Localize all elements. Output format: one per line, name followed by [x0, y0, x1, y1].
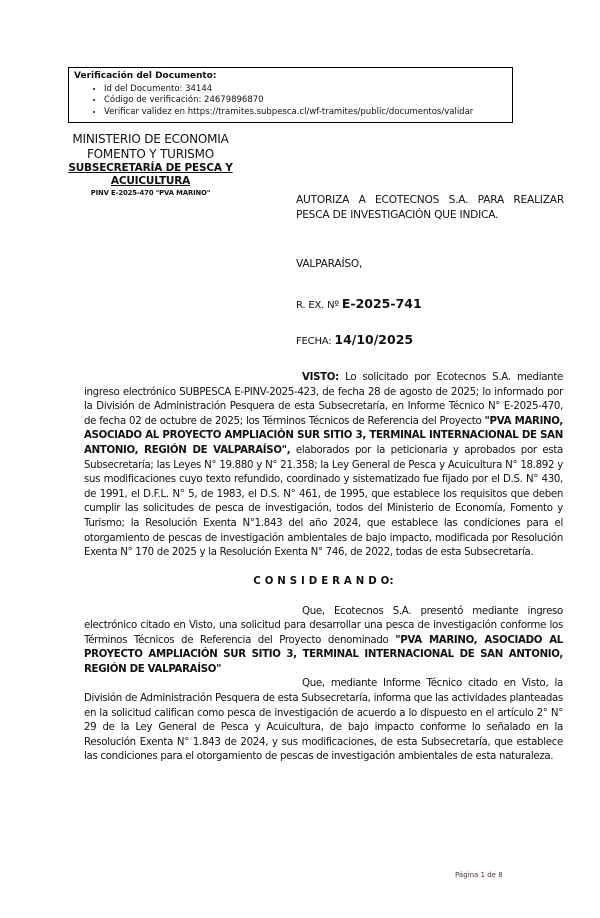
project-reference: PINV E-2025-470 "PVA MARINO" — [90, 189, 211, 197]
date-line — [296, 332, 413, 347]
visto-text-2: elaborados por la peticionaria y aprobados por esta Subsecretaría; las Leyes N° 19.880 y N° 21.358; la Ley General de Pesca y Acuicultura N° 18.892 y sus modificaciones cuyo texto refundido, coordinado y sistematizado fue fijado por el D.S. N° 430, de 1991, el D.F.L. N° 5, de 1983, el D.S. N° 461, de 1995, que establece los requisitos que deben cumplir las solicitudes de pesca de investigación, todos del Ministerio de Economía, Fomento y Turismo; la Resolución Exenta N°1.843 del año 2024, que establece las condiciones para el otorgamiento de pescas de investigación ambientales de bajo impacto, modificada por Resolución Exenta N° 170 de 2025 y la Resolución Exenta N° 746, de 2022, todas de esta Subsecretaría. — [84, 444, 563, 559]
considerando-1-project-name: "PVA MARINO, ASOCIADO AL PROYECTO AMPLIACIÓN SUR SITIO 3, TERMINAL INTERNACIONAL DE SAN ANTONIO, REGIÓN DE VALPARAÍSO" — [84, 634, 563, 675]
resolution-number-line — [296, 296, 422, 311]
visto-label: VISTO: — [302, 372, 339, 383]
page-number: Página 1 de 8 — [455, 871, 503, 879]
visto-paragraph — [84, 371, 563, 561]
verification-list — [74, 84, 507, 119]
document-body — [84, 371, 563, 765]
considerando-2-text: Que, mediante Informe Técnico citado en Visto, la División de Administración Pesquera de esta Subsecretaría, informa que las actividades planteadas en la solicitud califican como pesca de investigación de acuerdo a lo dispuesto en el artículo 2° N° 29 de la Ley General de Pesca y Acuicultura, de bajo impacto conforme lo señalado en la Resolución Exenta N° 1.843 de 2024, y sus modificaciones, de esta Subsecretaría, que establece las condiciones para el otorgamiento de pescas de investigación ambientales de esta naturaleza. — [84, 678, 563, 763]
verification-item-document-id: • Id del Documento: 34144 — [104, 84, 507, 96]
considerando-paragraph-2 — [84, 677, 563, 765]
subsecretaria-name: SUBSECRETARÍA DE PESCA Y — [68, 162, 233, 174]
letterhead — [28, 132, 273, 199]
verification-item-code: • Código de verificación: 24679896870 — [104, 95, 507, 107]
considerando-heading: C O N S I D E R A N D O: — [253, 576, 394, 588]
city-line: VALPARAÍSO, — [296, 258, 363, 270]
resolution-label: R. EX. Nº — [296, 300, 342, 311]
resolution-subject: AUTORIZA A ECOTECNOS S.A. PARA REALIZAR PESCA DE INVESTIGACIÓN QUE INDICA. — [296, 194, 564, 221]
verification-box — [68, 67, 513, 123]
considerando-paragraph-1 — [84, 605, 563, 678]
verification-title: Verificación del Documento: — [74, 71, 217, 81]
visto-text-1: Lo solicitado por Ecotecnos S.A. mediante ingreso electrónico SUBPESCA E-PINV-2025-423, de fecha 28 de agosto de 2025; lo informado por la División de Administración Pesquera de esta Subsecretaría, en Informe Técnico N° E-2025-470, de fecha 02 de octubre de 2025; los Términos Técnicos de Referencia del Proyecto — [84, 372, 563, 427]
date-label: FECHA: — [296, 336, 335, 347]
ministry-name-line2: FOMENTO Y TURISMO — [86, 147, 214, 161]
considerando-1-text: Que, Ecotecnos S.A. presentó mediante ingreso electrónico citado en Visto, una solicitud para desarrollar una pesca de investigación conforme los Términos Técnicos de Referencia del Proyecto denominado — [84, 605, 563, 646]
date-value: 14/10/2025 — [334, 332, 414, 347]
verification-item-url: • Verificar validez en https://tramites.subpesca.cl/wf-tramites/public/documentos/validar — [104, 107, 507, 119]
subsecretaria-name-line2: ACUICULTURA — [110, 175, 191, 187]
visto-project-name: "PVA MARINO, ASOCIADO AL PROYECTO AMPLIACIÓN SUR SITIO 3, TERMINAL INTERNACIONAL DE SAN ANTONIO, REGIÓN DE VALPARAÍSO", — [84, 415, 563, 456]
resolution-number: E-2025-741 — [341, 296, 422, 311]
ministry-name: MINISTERIO DE ECONOMIA — [72, 132, 229, 146]
